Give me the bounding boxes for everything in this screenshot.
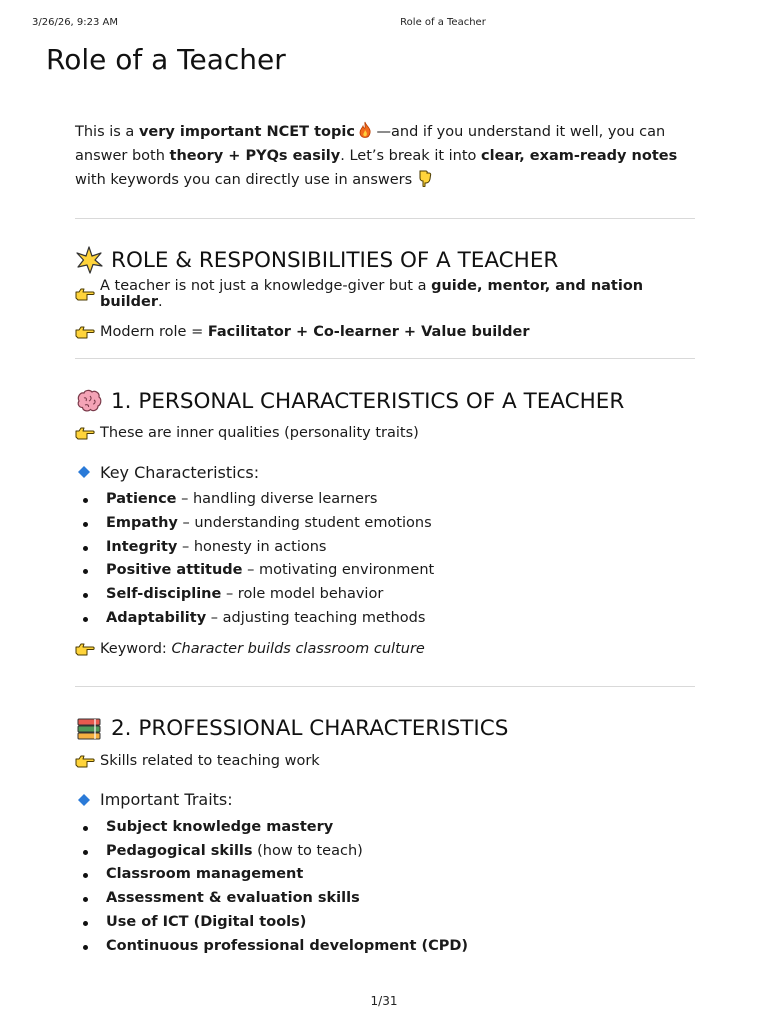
list-item: Self-discipline – role model behavior [75, 583, 695, 607]
pointing-right-icon [75, 287, 95, 301]
section-title-personal: 1. PERSONAL CHARACTERISTICS OF A TEACHER [75, 385, 695, 417]
list-item: Integrity – honesty in actions [75, 536, 695, 560]
list-item: Empathy – understanding student emotions [75, 512, 695, 536]
pointing-right-icon [75, 325, 95, 339]
pointing-down-icon [417, 169, 433, 187]
page-number: 1/31 [370, 994, 398, 1008]
section-divider [75, 218, 695, 219]
professional-subhead: Important Traits: [75, 789, 695, 811]
section-title-role: ROLE & RESPONSIBILITIES OF A TEACHER [75, 244, 695, 276]
page-title: Role of a Teacher [46, 43, 286, 76]
pointing-right-icon [75, 754, 95, 768]
list-item: Adaptability – adjusting teaching methods [75, 607, 695, 631]
intro-paragraph: This is a very important NCET topic —and if you understand it well, you can answer both theory + PYQs easily. Let’s break it into clear, exam-ready notes with keywords you can directly use in answers [75, 120, 695, 192]
personal-subhead: Key Characteristics: [75, 461, 695, 483]
list-item: Use of ICT (Digital tools) [75, 911, 695, 935]
personal-note: These are inner qualities (personality traits) [75, 422, 695, 444]
document-body [75, 120, 695, 959]
list-item: Pedagogical skills (how to teach) [75, 840, 695, 864]
section-divider [75, 686, 695, 687]
professional-traits-list [75, 816, 695, 959]
blue-diamond-icon [78, 794, 90, 806]
pointing-right-icon [75, 426, 95, 440]
section-title-professional: 2. PROFESSIONAL CHARACTERISTICS [75, 713, 695, 745]
list-item: Continuous professional development (CPD) [75, 935, 695, 959]
print-header-title: Role of a Teacher [400, 17, 486, 28]
role-statement: A teacher is not just a knowledge-giver but a guide, mentor, and nation builder. [75, 283, 695, 305]
list-item: Subject knowledge mastery [75, 816, 695, 840]
fire-icon [358, 121, 372, 138]
list-item: Patience – handling diverse learners [75, 488, 695, 512]
personal-characteristics-list [75, 488, 695, 631]
brain-icon [75, 387, 103, 415]
list-item: Positive attitude – motivating environment [75, 559, 695, 583]
blue-diamond-icon [78, 466, 90, 478]
list-item: Assessment & evaluation skills [75, 887, 695, 911]
list-item: Classroom management [75, 863, 695, 887]
books-icon [75, 715, 103, 743]
pointing-right-icon [75, 642, 95, 656]
modern-role-statement: Modern role = Facilitator + Co-learner + Value builder [75, 321, 695, 343]
sparkle-icon [75, 246, 103, 274]
personal-keyword: Keyword: Character builds classroom culture [75, 638, 695, 660]
print-date: 3/26/26, 9:23 AM [32, 17, 119, 28]
professional-note: Skills related to teaching work [75, 750, 695, 772]
section-divider [75, 358, 695, 359]
